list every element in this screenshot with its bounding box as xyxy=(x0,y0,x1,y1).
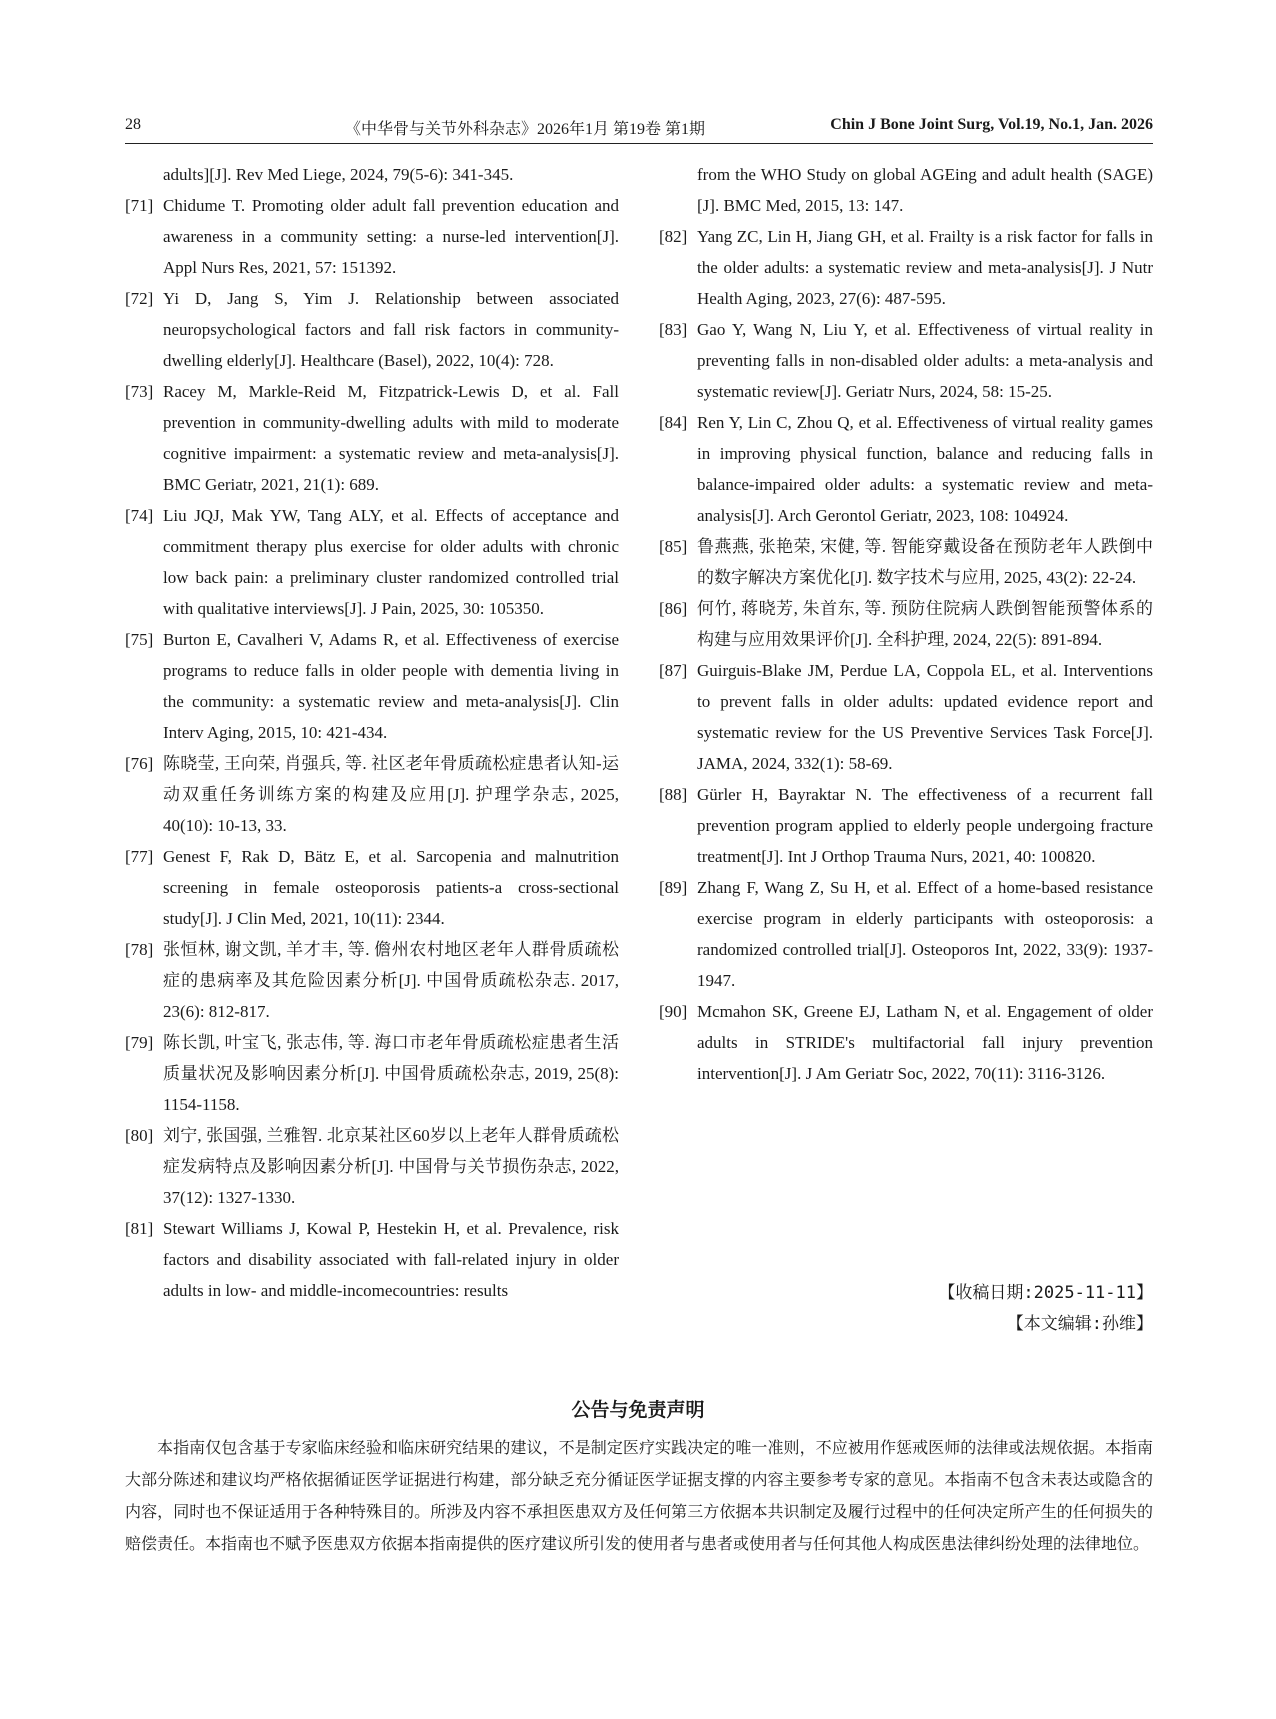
reference-number: [76] xyxy=(125,754,154,773)
reference-item xyxy=(125,748,619,841)
reference-item xyxy=(659,159,1153,221)
reference-number: [74] xyxy=(125,506,154,525)
reference-number: [75] xyxy=(125,630,154,649)
journal-title-en: Chin J Bone Joint Surg, Vol.19, No.1, Jan. 2026 xyxy=(830,116,1153,133)
reference-number: [79] xyxy=(125,1033,154,1052)
reference-text: 刘宁, 张国强, 兰雅智. 北京某社区60岁以上老年人群骨质疏松症发病特点及影响因素分析[J]. 中国骨与关节损伤杂志, 2022, 37(12): 1327-1330. xyxy=(163,1126,619,1207)
reference-text: Gao Y, Wang N, Liu Y, et al. Effectiveness of virtual reality in preventing falls in non-disabled older adults: a meta-analysis and systematic review[J]. Geriatr Nurs, 2024, 58: 15-25. xyxy=(697,320,1153,401)
reference-text: 张恒林, 谢文凯, 羊才丰, 等. 儋州农村地区老年人群骨质疏松症的患病率及其危险因素分析[J]. 中国骨质疏松杂志. 2017, 23(6): 812-817. xyxy=(163,940,619,1021)
reference-text: 陈晓莹, 王向荣, 肖强兵, 等. 社区老年骨质疏松症患者认知-运动双重任务训练方案的构建及应用[J]. 护理学杂志, 2025, 40(10): 10-13, 33. xyxy=(163,754,619,835)
reference-number: [84] xyxy=(659,413,688,432)
reference-number: [85] xyxy=(659,537,688,556)
reference-text: Ren Y, Lin C, Zhou Q, et al. Effectiveness of virtual reality games in improving physical function, balance and reducing falls in balance-impaired older adults: a systematic review and meta-analysis[J]. Arch Gerontol Geriatr, 2023, 108: 104924. xyxy=(697,413,1153,525)
notice-title: 公告与免责声明 xyxy=(571,1399,705,1421)
reference-number: [83] xyxy=(659,320,688,339)
references-left-column xyxy=(125,159,619,1306)
reference-text: 鲁燕燕, 张艳荣, 宋健, 等. 智能穿戴设备在预防老年人跌倒中的数字解决方案优化[J]. 数字技术与应用, 2025, 43(2): 22-24. xyxy=(697,537,1153,587)
reference-text: from the WHO Study on global AGEing and adult health (SAGE) [J]. BMC Med, 2015, 13: 147. xyxy=(697,165,1153,215)
reference-text: Yang ZC, Lin H, Jiang GH, et al. Frailty is a risk factor for falls in the older adults: a systematic review and meta-analysis[J]. J Nutr Health Aging, 2023, 27(6): 487-595. xyxy=(697,227,1153,308)
reference-text: Burton E, Cavalheri V, Adams R, et al. Effectiveness of exercise programs to reduce falls in older people with dementia living in the community: a systematic review and meta-analysis[J]. Clin Interv Aging, 2015, 10: 421-434. xyxy=(163,630,619,742)
reference-text: Stewart Williams J, Kowal P, Hestekin H, et al. Prevalence, risk factors and disability associated with fall-related injury in older adults in low- and middle-incomecountries: results xyxy=(163,1219,619,1300)
running-header xyxy=(125,116,1153,140)
reference-item xyxy=(125,190,619,283)
page-number: 28 xyxy=(125,116,141,133)
reference-item xyxy=(659,221,1153,314)
received-date: 【收稿日期:2025-11-11】 xyxy=(938,1283,1153,1303)
reference-number: [78] xyxy=(125,940,154,959)
reference-item xyxy=(125,841,619,934)
reference-text: Liu JQJ, Mak YW, Tang ALY, et al. Effects of acceptance and commitment therapy plus exercise for older adults with chronic low back pain: a preliminary cluster randomized controlled trial with qualitative interviews[J]. J Pain, 2025, 30: 105350. xyxy=(163,506,619,618)
reference-item xyxy=(659,996,1153,1089)
reference-text: 陈长凯, 叶宝飞, 张志伟, 等. 海口市老年骨质疏松症患者生活质量状况及影响因素分析[J]. 中国骨质疏松杂志, 2019, 25(8): 1154-1158. xyxy=(163,1033,619,1114)
reference-number: [89] xyxy=(659,878,688,897)
reference-number: [90] xyxy=(659,1002,688,1021)
reference-number: [80] xyxy=(125,1126,154,1145)
reference-item xyxy=(125,283,619,376)
reference-item xyxy=(125,376,619,500)
reference-text: Chidume T. Promoting older adult fall prevention education and awareness in a community setting: a nurse-led intervention[J]. Appl Nurs Res, 2021, 57: 151392. xyxy=(163,196,619,277)
reference-number: [88] xyxy=(659,785,688,804)
reference-number: [73] xyxy=(125,382,154,401)
reference-item xyxy=(125,1027,619,1120)
reference-number: [81] xyxy=(125,1219,154,1238)
reference-text: Mcmahon SK, Greene EJ, Latham N, et al. Engagement of older adults in STRIDE's multifactorial fall injury prevention intervention[J]. J Am Geriatr Soc, 2022, 70(11): 3116-3126. xyxy=(697,1002,1153,1083)
reference-number: [77] xyxy=(125,847,154,866)
reference-item xyxy=(125,624,619,748)
references-right-column xyxy=(659,159,1153,1089)
reference-text: Zhang F, Wang Z, Su H, et al. Effect of a home-based resistance exercise program in elderly participants with osteoporosis: a randomized controlled trial[J]. Osteoporos Int, 2022, 33(9): 1937-1947. xyxy=(697,878,1153,990)
reference-number: [82] xyxy=(659,227,688,246)
reference-text: adults][J]. Rev Med Liege, 2024, 79(5-6): 341-345. xyxy=(163,165,514,184)
reference-text: Yi D, Jang S, Yim J. Relationship between associated neuropsychological factors and fall risk factors in community-dwelling elderly[J]. Healthcare (Basel), 2022, 10(4): 728. xyxy=(163,289,619,370)
reference-item xyxy=(659,314,1153,407)
reference-number: [72] xyxy=(125,289,154,308)
reference-item xyxy=(125,934,619,1027)
journal-title-cn: 《中华骨与关节外科杂志》2026年1月 第19卷 第1期 xyxy=(345,121,706,138)
reference-text: Guirguis-Blake JM, Perdue LA, Coppola EL, et al. Interventions to prevent falls in older adults: updated evidence report and systematic review for the US Preventive Services Task Force[J]. JAMA, 2024, 332(1): 58-69. xyxy=(697,661,1153,773)
reference-text: Genest F, Rak D, Bätz E, et al. Sarcopenia and malnutrition screening in female osteoporosis patients-a cross-sectional study[J]. J Clin Med, 2021, 10(11): 2344. xyxy=(163,847,619,928)
reference-number: [86] xyxy=(659,599,688,618)
header-rule xyxy=(125,143,1153,144)
reference-number: [87] xyxy=(659,661,688,680)
reference-number: [71] xyxy=(125,196,154,215)
notice-body: 本指南仅包含基于专家临床经验和临床研究结果的建议，不是制定医疗实践决定的唯一准则，不应被用作惩戒医师的法律或法规依据。本指南大部分陈述和建议均严格依据循证医学证据进行构建，部分缺乏充分循证医学证据支撑的内容主要参考专家的意见。本指南不包含未表达或隐含的内容，同时也不保证适用于各种特殊目的。所涉及内容不承担医患双方及任何第三方依据本共识制定及履行过程中的任何决定所产生的任何损失的赔偿责任。本指南也不赋予医患双方依据本指南提供的医疗建议所引发的使用者与患者或使用者与任何其他人构成医患法律纠纷处理的法律地位。 xyxy=(125,1440,1153,1553)
reference-item xyxy=(125,1213,619,1306)
reference-item xyxy=(659,779,1153,872)
reference-item xyxy=(659,593,1153,655)
editor-note: 【本文编辑:孙维】 xyxy=(1006,1314,1153,1334)
reference-item xyxy=(659,407,1153,531)
reference-text: 何竹, 蒋晓芳, 朱首东, 等. 预防住院病人跌倒智能预警体系的构建与应用效果评价[J]. 全科护理, 2024, 22(5): 891-894. xyxy=(697,599,1153,649)
reference-text: Racey M, Markle-Reid M, Fitzpatrick-Lewis D, et al. Fall prevention in community-dwelling adults with mild to moderate cognitive impairment: a systematic review and meta-analysis[J]. BMC Geriatr, 2021, 21(1): 689. xyxy=(163,382,619,494)
reference-item xyxy=(659,655,1153,779)
reference-text: Gürler H, Bayraktar N. The effectiveness of a recurrent fall prevention program applied to elderly people undergoing fracture treatment[J]. Int J Orthop Trauma Nurs, 2021, 40: 100820. xyxy=(697,785,1153,866)
reference-item xyxy=(125,1120,619,1213)
reference-item xyxy=(125,500,619,624)
reference-item xyxy=(659,531,1153,593)
reference-item xyxy=(125,159,619,190)
reference-item xyxy=(659,872,1153,996)
